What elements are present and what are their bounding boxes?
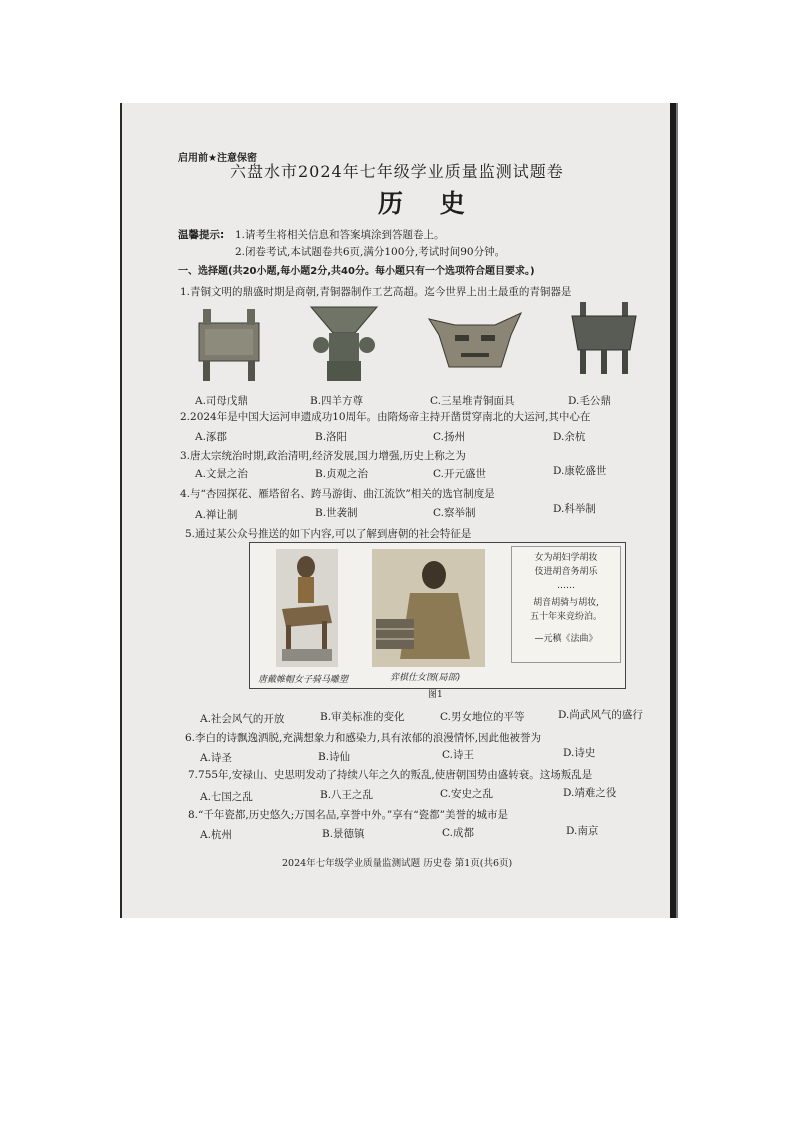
- question-3: 3.唐太宗统治时期,政治清明,经济发展,国力增强,历史上称之为: [180, 450, 466, 462]
- q2-option-b: B.洛阳: [315, 431, 348, 443]
- q6-option-b: B.诗仙: [318, 751, 351, 763]
- poem-line: 伎进胡音务胡乐: [534, 567, 598, 577]
- q1-option-d: D.毛公鼎: [568, 395, 611, 407]
- poem-line: 胡音胡骑与胡妆,: [533, 598, 599, 608]
- q7-option-a: A.七国之乱: [200, 791, 253, 803]
- q5-option-c: C.男女地位的平等: [440, 711, 525, 723]
- poem-scroll: [511, 546, 621, 663]
- q1-option-a: A.司母戊鼎: [195, 395, 248, 407]
- confidential-label: 启用前★注意保密: [178, 153, 257, 164]
- bronze-mask-image: [425, 305, 525, 377]
- q2-option-d: D.余杭: [553, 431, 586, 443]
- q5-option-d: D.尚武风气的盛行: [558, 709, 643, 721]
- q3-option-d: D.康乾盛世: [553, 465, 607, 477]
- tips-line-2: 2.闭卷考试,本试题卷共6页,满分100分,考试时间90分钟。: [235, 246, 506, 258]
- q2-option-a: A.涿郡: [195, 431, 227, 443]
- figure-caption-sculpture: 唐戴帷帽女子骑马雕塑: [258, 675, 349, 685]
- q6-option-d: D.诗史: [563, 747, 596, 759]
- paper-edge-shadow: [676, 103, 678, 918]
- q8-option-b: B.景德镇: [322, 828, 365, 840]
- zun-vessel-image: [305, 303, 383, 383]
- question-4: 4.与“杏园探花、雁塔留名、跨马游街、曲江流饮”相关的选官制度是: [180, 488, 495, 500]
- q6-option-c: C.诗王: [442, 749, 474, 761]
- q3-option-c: C.开元盛世: [433, 468, 486, 480]
- question-7: 7.755年,安禄山、史思明发动了持续八年之久的叛乱,使唐朝国势由盛转衰。这场叛乱是: [188, 769, 593, 781]
- q8-option-d: D.南京: [566, 825, 599, 837]
- q7-option-d: D.靖难之役: [563, 787, 617, 799]
- q4-option-c: C.察举制: [433, 507, 476, 519]
- poem-line: 女为胡妇学胡妆: [534, 553, 598, 563]
- question-2: 2.2024年是中国大运河申遗成功10周年。由隋炀帝主持开凿贯穿南北的大运河,其中心在: [180, 411, 591, 423]
- q7-option-c: C.安史之乱: [440, 788, 493, 800]
- tips-label: 温馨提示:: [178, 229, 225, 241]
- horse-rider-sculpture-image: [276, 549, 338, 667]
- poem-line: ……: [557, 581, 575, 591]
- question-6: 6.李白的诗飘逸洒脱,充满想象力和感染力,具有浓郁的浪漫情怀,因此他被誉为: [185, 732, 542, 744]
- poem-line: 五十年来竞纷泊。: [529, 612, 602, 622]
- q8-option-a: A.杭州: [200, 829, 232, 841]
- q5-option-b: B.审美标准的变化: [320, 711, 405, 723]
- question-8: 8.“千年瓷都,历史悠久;万国名品,享誉中外。”享有“瓷都”美誉的城市是: [188, 809, 508, 821]
- section-heading: 一、选择题(共20小题,每小题2分,共40分。每小题只有一个选项符合题目要求。): [178, 266, 535, 277]
- q3-option-b: B.贞观之治: [315, 468, 369, 480]
- q4-option-d: D.科举制: [553, 503, 596, 515]
- q8-option-c: C.成都: [442, 827, 474, 839]
- ding-vessel-image: [193, 305, 265, 383]
- q7-option-b: B.八王之乱: [320, 789, 374, 801]
- figure-caption-painting: 弈棋仕女图(局部): [390, 673, 461, 683]
- subject-title: 历 史: [378, 189, 479, 218]
- q6-option-a: A.诗圣: [200, 752, 232, 764]
- q2-option-c: C.扬州: [433, 431, 465, 443]
- tips-line-1: 1.请考生将相关信息和答案填涂到答题卷上。: [235, 229, 445, 241]
- poem-source: —元稹《法曲》: [534, 634, 598, 644]
- q1-option-c: C.三星堆青铜面具: [430, 395, 515, 407]
- question-1: 1.青铜文明的鼎盛时期是商朝,青铜器制作工艺高超。迄今世界上出土最重的青铜器是: [180, 286, 572, 298]
- weiqi-lady-painting-image: [372, 549, 485, 667]
- q3-option-a: A.文景之治: [195, 468, 248, 480]
- figure-label: 图1: [428, 690, 443, 700]
- question-5: 5.通过某公众号推送的如下内容,可以了解到唐朝的社会特征是: [185, 528, 472, 540]
- maogong-ding-image: [568, 300, 640, 378]
- q4-option-b: B.世袭制: [315, 507, 358, 519]
- q5-option-a: A.社会风气的开放: [200, 713, 285, 725]
- exam-title: 六盘水市2024年七年级学业质量监测试题卷: [230, 162, 564, 181]
- q1-option-b: B.四羊方尊: [310, 395, 364, 407]
- page-footer: 2024年七年级学业质量监测试题 历史卷 第1页(共6页): [282, 858, 513, 869]
- q4-option-a: A.禅让制: [195, 509, 238, 521]
